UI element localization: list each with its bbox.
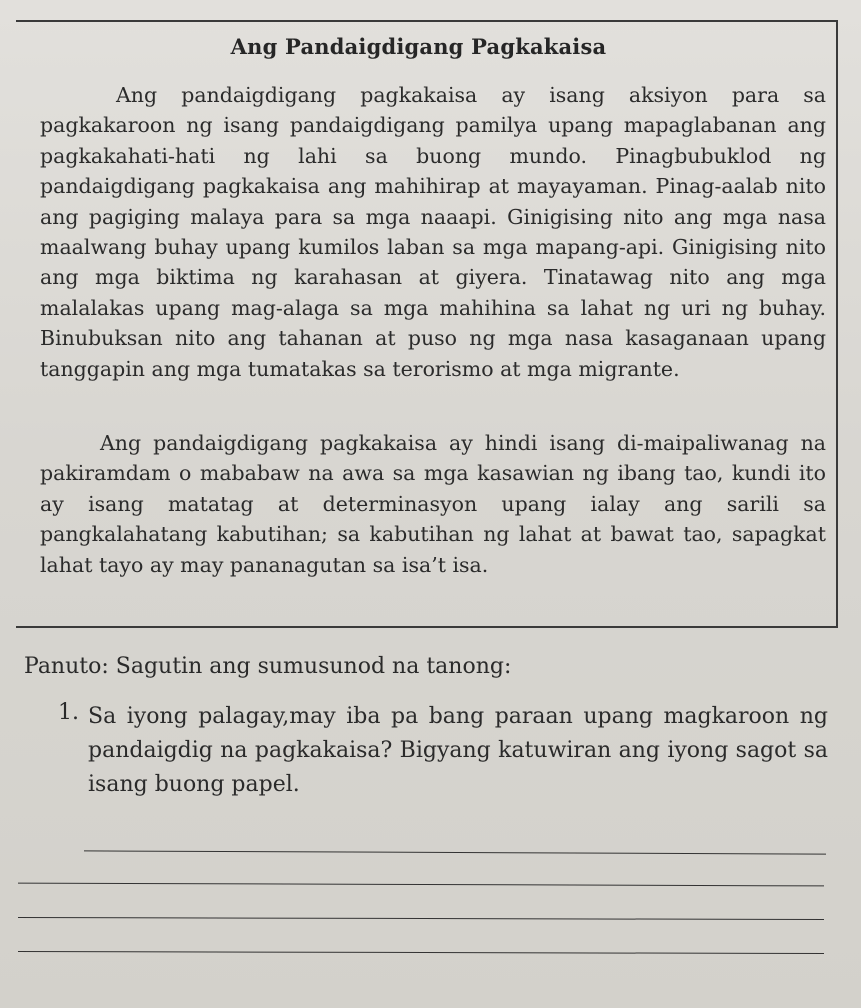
passage-paragraph-2: Ang pandaigdigang pagkakaisa ay hindi isang di-maipaliwanag na pakiramdam o mababaw na awa sa mga kasawian ng ibang tao, kundi ito ay isang matatag at determinasyon upang ialay ang sarili sa pangkalahatang kabutihan; sa kabutihan ng lahat at bawat tao, sapagkat lahat tayo ay may pananagutan sa isa’t isa. (40, 431, 826, 577)
question-text: Sa iyong palagay,may iba pa bang paraan upang magkaroon ng pandaigdig na pagkakaisa? Bigyang katuwiran ang iyong sagot sa isang buong papel. (88, 704, 828, 797)
passage-paragraph-1: Ang pandaigdigang pagkakaisa ay isang aksiyon para sa pagkakaroon ng isang pandaigdigang pamilya upang mapaglabanan ang pagkakahati-hati ng lahi sa buong mundo. Pinagbubuklod ng pandaigdigang pagkakaisa ang mahihirap at mayayaman. Pinag-aalab nito ang pagiging malaya para sa mga naaapi. Ginigising nito ang mga nasa maalwang buhay upang kumilos laban sa mga mapang-api. Ginigising nito ang mga biktima ng karahasan at giyera. Tinatawag nito ang mga malalakas upang mag-alaga sa mga mahihina sa lahat ng uri ng buhay. Binubuksan nito ang tahanan at puso ng mga nasa kasaganaan upang tanggapin ang mga tumatakas sa terorismo at mga migrante. (40, 83, 826, 381)
question-number: 1. (58, 700, 79, 725)
answer-line[interactable] (18, 951, 824, 954)
answer-line[interactable] (18, 883, 824, 887)
answer-line[interactable] (18, 917, 824, 920)
instruction-text: Panuto: Sagutin ang sumusunod na tanong: (24, 654, 512, 679)
passage-title: Ang Pandaigdigang Pagkakaisa (230, 34, 607, 59)
answer-line[interactable] (84, 850, 826, 854)
